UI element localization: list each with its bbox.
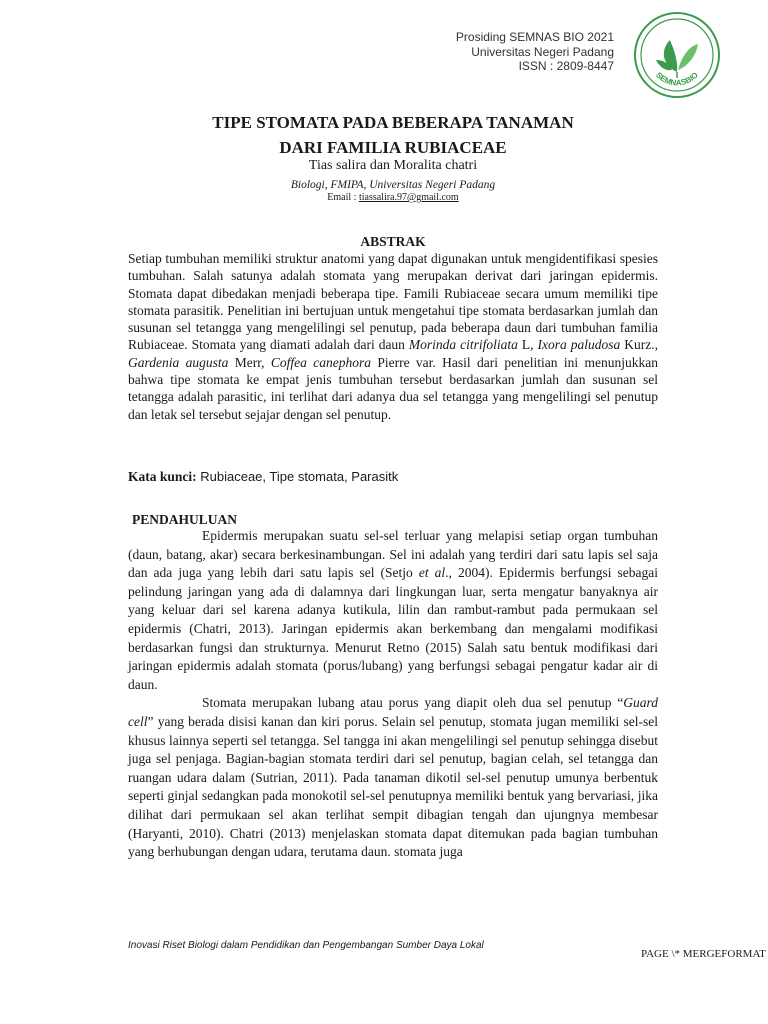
page-number-field: PAGE \* MERGEFORMAT bbox=[641, 948, 766, 960]
title-line-1: TIPE STOMATA PADA BEBERAPA TANAMAN bbox=[212, 113, 574, 132]
email-line bbox=[0, 192, 768, 204]
abstract-heading: ABSTRAK bbox=[360, 234, 426, 249]
proceedings-name: Prosiding SEMNAS BIO 2021 bbox=[455, 30, 614, 44]
university-name: Universitas Negeri Padang bbox=[471, 44, 614, 59]
proceedings-header bbox=[456, 30, 614, 74]
abstract-text-2: Pierre var. Hasil dari penelitian ini menunjukkan bahwa tipe stomata ke empat jenis tumbuhan tersebut berdasarkan jumlah dan susunan sel tetangga adalah parasitic, ini terlihat dari adanya dua sel tetangga yang mengelilingi sel penutup dan letak sel tersebut sejajar dengan sel penutup. bbox=[128, 354, 658, 422]
keywords bbox=[128, 469, 658, 485]
species-name: Ixora paludosa bbox=[537, 337, 621, 353]
citation-et-al: et al bbox=[418, 565, 446, 581]
species-name: Gardenia augusta bbox=[128, 354, 229, 370]
abstract-body bbox=[128, 250, 658, 423]
species-name: Coffea canephora bbox=[270, 354, 371, 370]
footer-text: Inovasi Riset Biologi dalam Pendidikan dan Pengembangan Sumber Daya Lokal bbox=[128, 940, 484, 951]
semnasbio-logo bbox=[632, 10, 722, 100]
paragraph bbox=[128, 527, 658, 694]
guard-cell-term: Guard cell bbox=[128, 695, 658, 729]
abstract-text-1: Setiap tumbuhan memiliki struktur anatomi yang dapat digunakan untuk mengidentifikasi spesies tumbuhan. Salah satunya adalah stomata yang merupakan derivat dari jaringan epidermis. Stomata dapat dibedakan menjadi beberapa tipe. Famili Rubiaceae secara umum memiliki tipe stomata parasitik. Penelitian ini bertujuan untuk mengetahui tipe stomata berdasarkan jumlah dan susunan sel tetangga yang mengelilingi sel penutup, pada beberapa daun dari tumbuhan familia Rubiaceae. Stomata yang diamati adalah dari daun bbox=[128, 251, 658, 353]
email-link[interactable]: tiassalira.97@gmail.com bbox=[358, 192, 459, 203]
species-name: Morinda citrifoliata bbox=[408, 337, 518, 353]
paragraph-text: Epidermis merupakan suatu sel-sel terluar yang melapisi setiap organ tumbuhan (daun, batang, akar) secara berkesinambungan. Sel ini adalah yang terdiri dari satu lapis sel saja dan ada juga yang lebih dari satu lapis sel (Setjo bbox=[128, 528, 658, 581]
authors: Tias salira dan Moralita chatri bbox=[308, 158, 478, 173]
paragraph bbox=[128, 694, 658, 861]
logo-text: SEMNASBIO bbox=[654, 70, 700, 88]
paper-title bbox=[0, 110, 768, 160]
species-author: Merr, bbox=[228, 354, 271, 370]
section-heading: PENDAHULUAN bbox=[132, 512, 238, 527]
species-author: L, bbox=[517, 337, 538, 353]
title-line-2: DARI FAMILIA RUBIACEAE bbox=[279, 138, 507, 157]
affiliation: Biologi, FMIPA, Universitas Negeri Padang bbox=[290, 179, 496, 191]
keywords-label: Kata kunci: bbox=[128, 469, 197, 484]
paragraph-text: Stomata merupakan lubang atau porus yang diapit oleh dua sel penutup “ bbox=[202, 695, 624, 711]
issn: ISSN : 2809-8447 bbox=[518, 59, 614, 73]
paragraph-text: ., 2004). Epidermis berfungsi sebagai pelindung jaringan yang ada di dalamnya dari lingkungan luar, serta mengatur banyaknya air yang keluar dari sel karena adanya kutikula, lilin dan rambut-rambut pada permukaan sel epidermis (Chatri, 2013). Jaringan epidermis akan berkembang dan mengalami modifikasi berdasarkan fungsi dan strukturnya. Menurut Retno (2015) Salah satu bentuk modifikasi dari jaringan epidermis adalah stomata (porus/lubang) yang berfungsi sebagai pengatur kadar air di daun. bbox=[128, 565, 658, 692]
email-label: Email : bbox=[327, 192, 359, 203]
species-author: Kurz., bbox=[620, 337, 658, 353]
section-body bbox=[128, 527, 658, 862]
paragraph-text: ” yang berada disisi kanan dan kiri porus. Selain sel penutup, stomata jugan memiliki sel-sel khusus lainnya seperti sel tetangga. Sel tangga ini akan mengelilingi sel penutup sehingga disebut juga sel penjaga. Bagian-bagian stomata terdiri dari sel penutup, bagian celah, sel tetangga dan ruangan udara dalam (Sutrian, 2011). Pada tanaman dikotil sel-sel penutup umunya berbentuk seperti ginjal sedangkan pada monokotil sel-sel penutupnya memiliki bentuk yang bervariasi, jika dilihat dari permukaan sel akan terlihat sempit dibagian tengah dan ujungnya membesar (Haryanti, 2010). Chatri (2013) menjelaskan stomata dapat ditemukan pada bagian tumbuhan yang berhubungan dengan udara, terutama daun. stomata juga bbox=[128, 713, 658, 860]
keywords-text: Rubiaceae, Tipe stomata, Parasitk bbox=[196, 469, 399, 484]
